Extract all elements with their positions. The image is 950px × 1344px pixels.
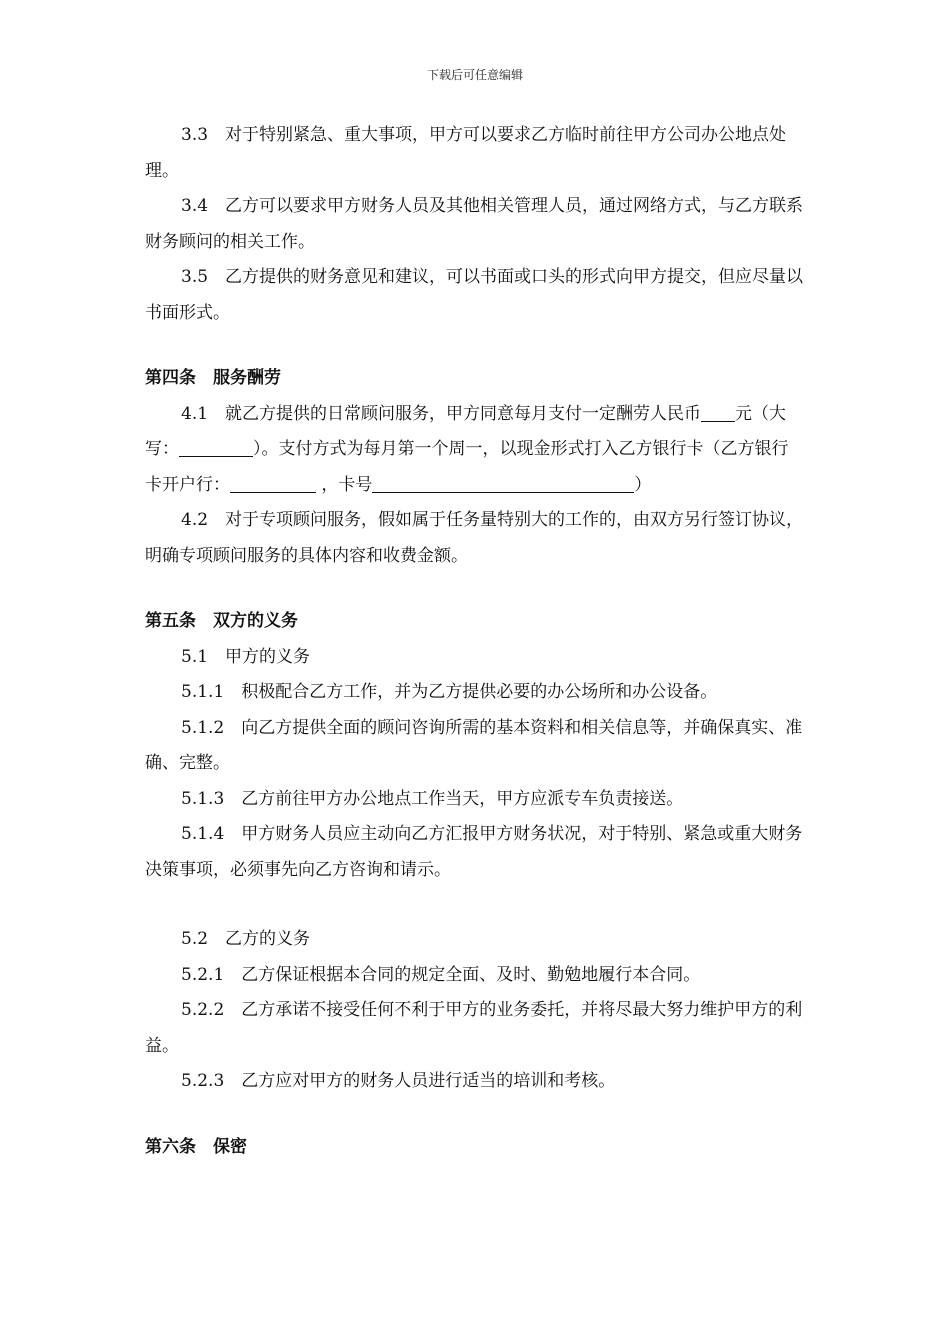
section-5-title: 第五条 双方的义务 <box>145 611 298 631</box>
clause-5-2: 5.2 乙方的义务 <box>181 929 311 949</box>
clause-5-1-3: 5.1.3 乙方前往甲方办公地点工作当天，甲方应派专车负责接送。 <box>181 788 684 809</box>
clause-5-1-1: 5.1.1 积极配合乙方工作，并为乙方提供必要的办公场所和办公设备。 <box>181 682 718 702</box>
section-4-title: 第四条 服务酬劳 <box>145 368 281 388</box>
clause-5-1: 5.1 甲方的义务 <box>181 646 311 667</box>
bank-name-blank <box>230 472 316 493</box>
amount-blank <box>701 401 735 422</box>
section-6-title: 第六条 保密 <box>145 1136 247 1157</box>
clause-5-2-2: 5.2.2 乙方承诺不接受任何不利于甲方的业务委托，并将尽最大努力维护甲方的利益。 <box>145 1000 803 1056</box>
page-header: 下载后可任意编辑 <box>426 68 523 82</box>
amount-words-blank <box>179 436 253 457</box>
clause-4-1 <box>145 397 805 504</box>
clause-3-5: 3.5 乙方提供的财务意见和建议，可以书面或口头的形式向甲方提交，但应尽量以书面形式。 <box>145 267 804 323</box>
document-body <box>145 118 805 1165</box>
clause-5-2-3: 5.2.3 乙方应对甲方的财务人员进行适当的培训和考核。 <box>181 1071 616 1091</box>
clause-4-1-text-c: ）。支付方式为每月第一个周一，以现金形式打入乙方银行卡（乙方银行卡开户行： <box>145 439 789 495</box>
clause-4-1-text-b: 元（大写： <box>145 403 787 459</box>
card-number-blank <box>372 472 634 493</box>
clause-3-4: 3.4 乙方可以要求甲方财务人员及其他相关管理人员，通过网络方式，与乙方联系财务顾问的相关工作。 <box>145 196 804 252</box>
clause-4-2: 4.2 对于专项顾问服务，假如属于任务量特别大的工作的，由双方另行签订协议，明确专项顾问服务的具体内容和收费金额。 <box>145 510 804 566</box>
clause-4-1-text-a: 4.1 就乙方提供的日常顾问服务，甲方同意每月支付一定酬劳人民币 <box>181 403 702 424</box>
clause-4-1-text-d: ，卡号 <box>321 474 373 495</box>
clause-5-1-2: 5.1.2 向乙方提供全面的顾问咨询所需的基本资料和相关信息等，并确保真实、准确、完整。 <box>145 717 803 773</box>
clause-4-1-text-e: ） <box>634 474 652 495</box>
clause-5-1-4: 5.1.4 甲方财务人员应主动向乙方汇报甲方财务状况，对于特别、紧急或重大财务决策事项，必须事先向乙方咨询和请示。 <box>145 824 803 880</box>
clause-5-2-1: 5.2.1 乙方保证根据本合同的规定全面、及时、勤勉地履行本合同。 <box>181 964 701 985</box>
clause-3-3: 3.3 对于特别紧急、重大事项，甲方可以要求乙方临时前往甲方公司办公地点处理。 <box>145 125 787 181</box>
